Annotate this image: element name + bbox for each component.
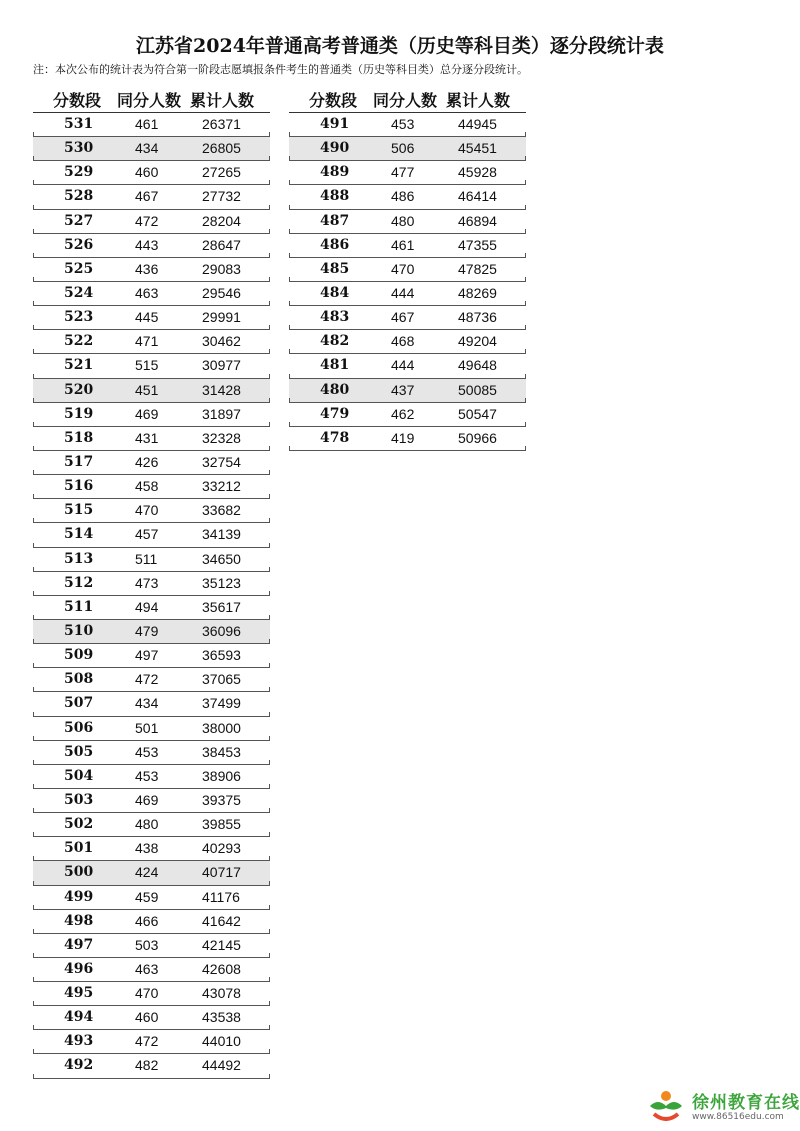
cumulative-cell: 40717 [202, 864, 241, 881]
cumulative-cell: 47355 [458, 236, 497, 253]
same-count-cell: 467 [135, 188, 159, 205]
cumulative-cell: 45451 [458, 140, 497, 157]
score-cell: 482 [320, 333, 350, 350]
watermark [646, 1086, 800, 1128]
same-count-cell: 501 [135, 719, 159, 736]
score-cell: 513 [64, 550, 94, 567]
same-count-cell: 471 [135, 333, 159, 350]
score-table-left [33, 86, 270, 1079]
same-count-cell: 459 [135, 888, 159, 905]
score-cell: 531 [64, 116, 94, 132]
table-row [33, 354, 270, 378]
same-count-cell: 461 [391, 236, 415, 253]
score-cell: 495 [64, 985, 94, 1002]
table-row [33, 1006, 270, 1030]
same-count-cell: 438 [135, 840, 159, 857]
table-row [33, 910, 270, 934]
score-cell: 481 [320, 357, 350, 374]
same-count-cell: 434 [135, 140, 159, 157]
table-row [33, 499, 270, 523]
score-cell: 522 [64, 333, 94, 350]
score-cell: 528 [64, 188, 94, 205]
cumulative-cell: 26805 [202, 140, 241, 157]
score-cell: 484 [320, 284, 350, 301]
cumulative-cell: 27265 [202, 164, 241, 181]
cumulative-cell: 50966 [458, 429, 497, 446]
score-table-right [289, 86, 526, 451]
same-count-cell: 419 [391, 429, 415, 446]
same-count-cell: 463 [135, 960, 159, 977]
score-cell: 529 [64, 164, 94, 181]
table-row [289, 113, 526, 137]
score-cell: 503 [64, 791, 94, 808]
cumulative-cell: 44492 [202, 1057, 241, 1074]
cumulative-cell: 47825 [458, 260, 497, 277]
same-count-cell: 472 [135, 1033, 159, 1050]
cumulative-cell: 49204 [458, 333, 497, 350]
cumulative-cell: 41642 [202, 912, 241, 929]
same-count-cell: 453 [391, 116, 415, 132]
same-count-cell: 472 [135, 212, 159, 229]
score-cell: 507 [64, 695, 94, 712]
cumulative-cell: 38000 [202, 719, 241, 736]
same-count-cell: 443 [135, 236, 159, 253]
score-cell: 483 [320, 309, 350, 326]
table-row [289, 234, 526, 258]
same-count-cell: 497 [135, 647, 159, 664]
cumulative-cell: 48736 [458, 309, 497, 326]
cumulative-cell: 28204 [202, 212, 241, 229]
cumulative-cell: 36096 [202, 622, 241, 639]
cumulative-cell: 50547 [458, 405, 497, 422]
table-row [33, 886, 270, 910]
cumulative-cell: 33212 [202, 478, 241, 495]
same-count-cell: 436 [135, 260, 159, 277]
score-cell: 514 [64, 526, 94, 543]
same-count-cell: 458 [135, 478, 159, 495]
score-cell: 518 [64, 429, 94, 446]
score-cell: 515 [64, 502, 94, 519]
cumulative-cell: 30462 [202, 333, 241, 350]
same-count-cell: 506 [391, 140, 415, 157]
score-cell: 478 [320, 429, 350, 446]
score-cell: 508 [64, 671, 94, 688]
cumulative-cell: 27732 [202, 188, 241, 205]
table-row [33, 210, 270, 234]
score-cell: 523 [64, 309, 94, 326]
table-row [33, 644, 270, 668]
cumulative-cell: 46894 [458, 212, 497, 229]
table-row [33, 837, 270, 861]
score-cell: 527 [64, 212, 94, 229]
same-count-cell: 437 [391, 381, 415, 398]
table-row [289, 403, 526, 427]
table-row [33, 137, 270, 161]
score-cell: 517 [64, 453, 94, 470]
score-cell: 491 [320, 116, 350, 132]
table-row [33, 475, 270, 499]
same-count-cell: 469 [135, 405, 159, 422]
table-row [289, 282, 526, 306]
table-row [33, 113, 270, 137]
header-score: 分数段 [53, 91, 102, 110]
same-count-cell: 479 [135, 622, 159, 639]
same-count-cell: 472 [135, 671, 159, 688]
same-count-cell: 462 [391, 405, 415, 422]
table-row [33, 548, 270, 572]
cumulative-cell: 45928 [458, 164, 497, 181]
same-count-cell: 431 [135, 429, 159, 446]
cumulative-cell: 34650 [202, 550, 241, 567]
page-title: 江苏省2024年普通高考普通类（历史等科目类）逐分段统计表 [136, 35, 664, 57]
same-count-cell: 494 [135, 598, 159, 615]
table-row [33, 741, 270, 765]
same-count-cell: 482 [135, 1057, 159, 1074]
same-count-cell: 470 [135, 985, 159, 1002]
score-cell: 505 [64, 743, 94, 760]
table-row [33, 789, 270, 813]
score-cell: 524 [64, 284, 94, 301]
score-cell: 479 [320, 405, 350, 422]
cumulative-cell: 32754 [202, 453, 241, 470]
cumulative-cell: 43538 [202, 1009, 241, 1026]
same-count-cell: 444 [391, 284, 415, 301]
score-cell: 509 [64, 647, 94, 664]
table-row [33, 668, 270, 692]
same-count-cell: 468 [391, 333, 415, 350]
same-count-cell: 473 [135, 574, 159, 591]
table-row [33, 379, 270, 403]
table-row [33, 765, 270, 789]
score-cell: 520 [64, 381, 94, 398]
table-row [289, 379, 526, 403]
watermark-name: 徐州教育在线 [692, 1093, 800, 1113]
score-cell: 490 [320, 140, 350, 157]
same-count-cell: 426 [135, 453, 159, 470]
header-same-count: 同分人数 [373, 91, 438, 110]
score-cell: 497 [64, 936, 94, 953]
table-row [289, 330, 526, 354]
score-cell: 488 [320, 188, 350, 205]
note-text: 注：本次公布的统计表为符合第一阶段志愿填报条件考生的普通类（历史等科目类）总分逐分段统计。 [33, 63, 528, 76]
table-row [33, 1054, 270, 1078]
same-count-cell: 469 [135, 791, 159, 808]
table-row [289, 258, 526, 282]
table-row [33, 596, 270, 620]
score-cell: 494 [64, 1009, 94, 1026]
score-cell: 525 [64, 260, 94, 277]
same-count-cell: 461 [135, 116, 159, 132]
same-count-cell: 457 [135, 526, 159, 543]
table-header [33, 86, 270, 113]
same-count-cell: 486 [391, 188, 415, 205]
table-row [33, 161, 270, 185]
cumulative-cell: 42145 [202, 936, 241, 953]
header-cumulative: 累计人数 [190, 91, 255, 110]
table-row [289, 306, 526, 330]
cumulative-cell: 39375 [202, 791, 241, 808]
score-cell: 506 [64, 719, 94, 736]
score-cell: 500 [64, 864, 94, 881]
table-row [33, 330, 270, 354]
table-row [33, 427, 270, 451]
score-cell: 502 [64, 816, 94, 833]
score-cell: 526 [64, 236, 94, 253]
table-row [33, 523, 270, 547]
cumulative-cell: 48269 [458, 284, 497, 301]
same-count-cell: 451 [135, 381, 159, 398]
score-cell: 512 [64, 574, 94, 591]
table-row [33, 403, 270, 427]
table-row [289, 137, 526, 161]
table-row [33, 306, 270, 330]
cumulative-cell: 39855 [202, 816, 241, 833]
table-row [289, 185, 526, 209]
cumulative-cell: 31428 [202, 381, 241, 398]
table-row [33, 692, 270, 716]
cumulative-cell: 32328 [202, 429, 241, 446]
cumulative-cell: 35123 [202, 574, 241, 591]
table-row [289, 210, 526, 234]
same-count-cell: 480 [135, 816, 159, 833]
score-cell: 498 [64, 912, 94, 929]
header-score: 分数段 [309, 91, 358, 110]
table-body [33, 113, 270, 1079]
cumulative-cell: 36593 [202, 647, 241, 664]
cumulative-cell: 44945 [458, 116, 497, 132]
same-count-cell: 460 [135, 164, 159, 181]
same-count-cell: 444 [391, 357, 415, 374]
cumulative-cell: 33682 [202, 502, 241, 519]
same-count-cell: 470 [391, 260, 415, 277]
score-cell: 496 [64, 960, 94, 977]
same-count-cell: 445 [135, 309, 159, 326]
same-count-cell: 470 [135, 502, 159, 519]
score-cell: 485 [320, 260, 350, 277]
table-row [33, 861, 270, 885]
cumulative-cell: 49648 [458, 357, 497, 374]
score-cell: 499 [64, 888, 94, 905]
cumulative-cell: 28647 [202, 236, 241, 253]
score-cell: 486 [320, 236, 350, 253]
score-cell: 492 [64, 1057, 94, 1074]
score-cell: 510 [64, 622, 94, 639]
score-cell: 504 [64, 767, 94, 784]
cumulative-cell: 34139 [202, 526, 241, 543]
same-count-cell: 480 [391, 212, 415, 229]
leaf-figure-logo-icon [646, 1088, 686, 1126]
table-row [33, 451, 270, 475]
same-count-cell: 453 [135, 767, 159, 784]
score-cell: 516 [64, 478, 94, 495]
cumulative-cell: 38453 [202, 743, 241, 760]
score-cell: 519 [64, 405, 94, 422]
score-cell: 521 [64, 357, 94, 374]
cumulative-cell: 41176 [202, 888, 240, 905]
same-count-cell: 511 [135, 550, 158, 567]
table-body [289, 113, 526, 451]
cumulative-cell: 40293 [202, 840, 241, 857]
table-row [33, 934, 270, 958]
same-count-cell: 467 [391, 309, 415, 326]
cumulative-cell: 37499 [202, 695, 241, 712]
table-row [289, 161, 526, 185]
same-count-cell: 463 [135, 284, 159, 301]
table-row [33, 572, 270, 596]
same-count-cell: 434 [135, 695, 159, 712]
cumulative-cell: 44010 [202, 1033, 241, 1050]
score-cell: 501 [64, 840, 94, 857]
table-row [33, 234, 270, 258]
cumulative-cell: 42608 [202, 960, 241, 977]
score-cell: 511 [64, 598, 94, 615]
header-same-count: 同分人数 [117, 91, 182, 110]
cumulative-cell: 29991 [202, 309, 241, 326]
cumulative-cell: 46414 [458, 188, 497, 205]
score-cell: 493 [64, 1033, 94, 1050]
watermark-url: www.86516edu.com [692, 1112, 784, 1122]
cumulative-cell: 50085 [458, 381, 497, 398]
same-count-cell: 515 [135, 357, 159, 374]
table-row [289, 354, 526, 378]
table-row [33, 185, 270, 209]
cumulative-cell: 38906 [202, 767, 241, 784]
table-row [33, 717, 270, 741]
cumulative-cell: 30977 [202, 357, 241, 374]
cumulative-cell: 35617 [202, 598, 241, 615]
score-cell: 480 [320, 381, 350, 398]
score-cell: 489 [320, 164, 350, 181]
cumulative-cell: 31897 [202, 405, 241, 422]
cumulative-cell: 29083 [202, 260, 241, 277]
same-count-cell: 424 [135, 864, 159, 881]
table-row [33, 620, 270, 644]
cumulative-cell: 37065 [202, 671, 241, 688]
table-row [33, 813, 270, 837]
header-cumulative: 累计人数 [446, 91, 511, 110]
same-count-cell: 466 [135, 912, 159, 929]
cumulative-cell: 43078 [202, 985, 241, 1002]
same-count-cell: 477 [391, 164, 415, 181]
table-row [33, 982, 270, 1006]
score-cell: 487 [320, 212, 350, 229]
table-row [33, 258, 270, 282]
same-count-cell: 453 [135, 743, 159, 760]
cumulative-cell: 26371 [202, 116, 241, 132]
cumulative-cell: 29546 [202, 284, 241, 301]
table-row [33, 958, 270, 982]
table-row [33, 282, 270, 306]
table-header [289, 86, 526, 113]
same-count-cell: 503 [135, 936, 159, 953]
same-count-cell: 460 [135, 1009, 159, 1026]
table-row [33, 1030, 270, 1054]
table-row [289, 427, 526, 451]
score-cell: 530 [64, 140, 94, 157]
